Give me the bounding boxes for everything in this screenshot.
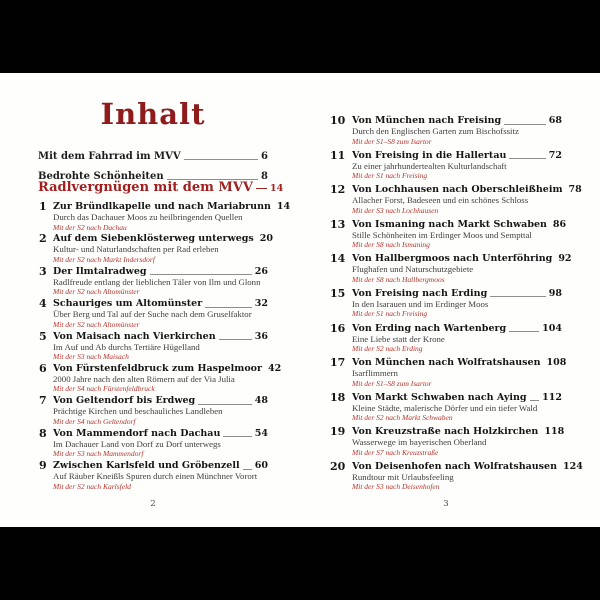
- entry-title: Von Maisach nach Vierkirchen: [53, 330, 216, 342]
- entry-subtitle: Allacher Forst, Badeseen und ein schönes Schloss: [352, 195, 529, 206]
- entry-route: Mit der S4 nach Geltendorf: [53, 416, 136, 426]
- entry-page: 20: [259, 233, 274, 245]
- entry-number: 16: [330, 321, 346, 335]
- entry-title: Von Mammendorf nach Dachau: [53, 427, 221, 439]
- entry-number: 6: [39, 361, 47, 375]
- entry-subtitle: Rundtour mit Urlaubsfeeling: [352, 471, 454, 482]
- entry-title: Zwischen Karlsfeld und Gröbenzell: [53, 460, 240, 472]
- right-page-number: 3: [443, 499, 449, 509]
- entry-page: 92: [558, 253, 572, 265]
- dot-leader: [184, 159, 258, 160]
- entry-title: Von Fürstenfeldbruck zum Haspelmoor: [53, 362, 263, 374]
- entry-page: 32: [254, 298, 268, 310]
- entry-title-row: [53, 428, 268, 439]
- toc-entry: [38, 395, 268, 427]
- entry-page: 86: [552, 218, 567, 230]
- entry-route: Mit der S1 nach Freising: [352, 171, 428, 181]
- entry-number: 1: [39, 200, 47, 213]
- front-item-page: 8: [261, 171, 268, 182]
- toc-entry: [38, 232, 274, 265]
- toc-entry: [330, 425, 565, 461]
- entry-route: Mit der S2 nach Markt Schwaben: [352, 413, 453, 423]
- entry-subtitle: Prächtige Kirchen und beschauliches Landleben: [53, 406, 223, 417]
- entry-number: 20: [330, 459, 346, 473]
- entry-route: Mit der S1 nach Freising: [352, 309, 428, 319]
- entry-title-row: [352, 115, 562, 126]
- entry-subtitle: Zu einer jahrhundertealten Kulturlandschaft: [352, 160, 507, 171]
- entry-number: 13: [330, 217, 346, 231]
- section-page: 14: [270, 183, 284, 194]
- dot-leader: [490, 296, 546, 297]
- toc-entry: [330, 459, 583, 496]
- entry-route: Mit der S4 nach Fürstenfeldbruck: [53, 384, 155, 394]
- entry-title-row: [352, 357, 567, 369]
- toc-entry: [38, 331, 268, 363]
- entry-title: Von Ismaning nach Markt Schwaben: [352, 218, 547, 230]
- entry-route: Mit der S8 nach Hallbergmoos: [352, 274, 445, 284]
- entry-subtitle: Im Auf und Ab durchs Tertiäre Hügelland: [53, 341, 200, 352]
- entry-title-row: [352, 184, 582, 196]
- entry-title-row: [53, 233, 274, 245]
- front-matter-item: [38, 162, 268, 182]
- bottom-letterbox-band: [0, 527, 600, 600]
- entry-title-row: [53, 395, 268, 406]
- dot-leader: [530, 400, 540, 401]
- entry-route: Mit der S2 nach Markt Indersdorf: [53, 254, 155, 264]
- entry-title: Von Hallbergmoos nach Unterföhring: [352, 253, 553, 265]
- left-entries: [38, 200, 291, 493]
- entry-route: Mit der S2 nach Altomünster: [53, 319, 140, 329]
- entry-title: Von Freising in die Hallertau: [352, 149, 507, 161]
- entry-route: Mit der S2 nach Dachau: [53, 222, 127, 232]
- entry-number: 2: [39, 232, 47, 246]
- toc-entry: [330, 183, 582, 219]
- entry-subtitle: Eine Liebe statt der Krone: [352, 333, 445, 344]
- entry-subtitle: Durch das Dachauer Moos zu heilbringenden Quellen: [53, 212, 243, 222]
- entry-page: 78: [568, 184, 582, 196]
- dot-leader: [198, 404, 252, 405]
- left-page: [38, 73, 291, 527]
- entry-route: Mit der S3 nach Maisach: [53, 352, 129, 362]
- entry-title-row: [352, 426, 565, 438]
- entry-subtitle: In den Isarauen und im Erdinger Moos: [352, 298, 489, 309]
- toc-entry: [330, 323, 562, 358]
- entry-page: 42: [268, 362, 282, 374]
- entry-page: 98: [548, 287, 562, 299]
- entry-page: 72: [548, 149, 562, 161]
- entry-page: 26: [254, 265, 268, 277]
- dot-leader: [150, 274, 252, 275]
- entry-number: 17: [330, 356, 346, 370]
- entry-number: 9: [39, 459, 47, 473]
- entry-route: Mit der S8 nach Ismaning: [352, 240, 430, 250]
- entry-title: Von Freising nach Erding: [352, 287, 488, 299]
- entry-title-row: [352, 218, 567, 230]
- entry-title-row: [352, 150, 562, 161]
- entry-title: Von Markt Schwaben nach Aying: [352, 391, 527, 403]
- entry-title-row: [352, 392, 562, 403]
- dot-leader: [509, 331, 539, 332]
- entry-route: Mit der S3 nach Lochhausen: [352, 205, 439, 215]
- entry-number: 3: [39, 264, 47, 278]
- entry-subtitle: Über Berg und Tal auf der Suche nach dem Gruselfaktor: [53, 309, 252, 320]
- entry-subtitle: Kleine Städte, malerische Dörfer und ein tiefer Wald: [352, 402, 538, 413]
- right-page: [330, 73, 583, 527]
- entry-subtitle: Auf Räuber Kneißls Spuren durch einen Münchner Vorort: [53, 471, 258, 482]
- section-heading: [38, 180, 284, 195]
- entry-route: Mit der S3 nach Deisenhofen: [352, 482, 440, 492]
- entry-title: Von Kreuzstraße nach Holzkirchen: [352, 426, 539, 438]
- entry-title: Von Geltendorf bis Erdweg: [53, 395, 196, 407]
- entry-number: 14: [330, 252, 346, 266]
- toc-entry: [330, 288, 562, 323]
- entry-title: Von München nach Wolfratshausen: [352, 357, 541, 369]
- dot-leader: [509, 158, 545, 159]
- entry-title-row: [352, 288, 562, 299]
- entry-page: 124: [562, 460, 583, 472]
- entry-subtitle: Kultur- und Naturlandschaften per Rad erleben: [53, 244, 219, 255]
- entry-page: 14: [276, 201, 291, 212]
- entry-number: 10: [330, 114, 346, 127]
- entry-route: Mit der S2 nach Altomünster: [53, 287, 140, 297]
- entry-title-row: [352, 323, 562, 334]
- front-matter-list: [38, 142, 268, 182]
- entry-page: 104: [542, 322, 562, 334]
- entry-number: 15: [330, 286, 346, 300]
- entry-page: 108: [546, 357, 567, 369]
- entry-title: Von Erding nach Wartenberg: [352, 322, 507, 334]
- left-page-number: 2: [150, 499, 156, 509]
- entry-subtitle: Im Dachauer Land von Dorf zu Dorf unterwegs: [53, 438, 221, 449]
- entry-title-row: [53, 201, 291, 212]
- entry-route: Mit der S2 nach Karlsfeld: [53, 481, 131, 491]
- toc-entry: [38, 460, 268, 492]
- toc-entry: [330, 356, 567, 392]
- entry-title: Von München nach Freising: [352, 115, 502, 126]
- entry-number: 19: [330, 425, 346, 439]
- entry-subtitle: Isarflimmern: [352, 368, 398, 379]
- entry-page: 118: [544, 426, 565, 438]
- entry-title: Der Ilmtalradweg: [53, 265, 147, 277]
- entry-subtitle: Wasserwege im bayerischen Oberland: [352, 437, 487, 448]
- dot-leader: [243, 469, 252, 470]
- front-matter-item: [38, 142, 268, 162]
- entry-subtitle: Durch den Englischen Garten zum Bischofssitz: [352, 126, 519, 136]
- entry-number: 8: [39, 426, 47, 440]
- entry-subtitle: 2000 Jahre nach den alten Römern auf der Via Julia: [53, 373, 235, 384]
- toc-entry: [38, 266, 268, 298]
- entry-page: 54: [254, 427, 268, 439]
- entry-number: 5: [39, 329, 47, 343]
- entry-number: 4: [39, 297, 47, 311]
- entry-number: 12: [330, 183, 346, 197]
- toc-entry: [330, 392, 562, 427]
- entry-title-row: [352, 460, 583, 472]
- dot-leader: [256, 187, 267, 189]
- entry-subtitle: Stille Schönheiten im Erdinger Moos und Sempttal: [352, 229, 532, 240]
- toc-entry: [38, 200, 291, 233]
- entry-route: Mit der S2 nach Erding: [352, 344, 423, 354]
- front-item-page: 6: [261, 151, 268, 162]
- entry-page: 112: [542, 391, 562, 403]
- entry-number: 18: [330, 390, 346, 404]
- entry-subtitle: Flughafen und Naturschutzgebiete: [352, 264, 474, 275]
- entry-number: 11: [330, 148, 346, 162]
- entry-route: Mit der S1–S8 zum Isartor: [352, 136, 432, 146]
- entry-title-row: [352, 253, 572, 265]
- entry-title: Von Deisenhofen nach Wolfratshausen: [352, 460, 557, 472]
- entry-route: Mit der S1–S8 zum Isartor: [352, 378, 432, 388]
- entry-route: Mit der S7 nach Kreuzstraße: [352, 447, 439, 457]
- toc-entry: [38, 361, 282, 395]
- entry-title-row: [53, 331, 268, 342]
- entry-title-row: [53, 298, 268, 309]
- entry-title-row: [53, 460, 268, 471]
- entry-subtitle: Radlfreude entlang der lieblichen Täler von Ilm und Glonn: [53, 276, 261, 287]
- entry-title: Zur Bründlkapelle und nach Mariabrunn: [53, 201, 271, 212]
- book-spread: [0, 73, 600, 527]
- toc-title: Inhalt: [100, 97, 206, 131]
- entry-page: 60: [254, 460, 268, 472]
- entry-title: Von Lochhausen nach Oberschleißheim: [352, 184, 563, 196]
- entry-title-row: [53, 266, 268, 277]
- entry-title: Auf dem Siebenklösterweg unterwegs: [53, 233, 254, 245]
- dot-leader: [223, 436, 251, 437]
- entry-title-row: [53, 362, 282, 374]
- front-item-label: Bedrohte Schönheiten: [38, 171, 164, 182]
- entry-page: 36: [254, 330, 268, 342]
- entry-route: Mit der S3 nach Mammendorf: [53, 449, 144, 459]
- entry-page: 48: [254, 395, 268, 407]
- front-item-label: Mit dem Fahrrad im MVV: [38, 151, 181, 162]
- section-title: Radlvergnügen mit dem MVV: [38, 180, 253, 195]
- entry-page: 68: [548, 115, 562, 126]
- toc-entry: [330, 252, 572, 288]
- top-letterbox-band: [0, 0, 600, 73]
- toc-entry: [330, 115, 562, 150]
- entry-number: 7: [39, 394, 47, 408]
- dot-leader: [219, 339, 252, 340]
- toc-entry: [330, 217, 567, 254]
- dot-leader: [205, 307, 252, 308]
- toc-entry: [330, 150, 562, 185]
- toc-entry: [38, 298, 268, 330]
- entry-title: Schauriges um Altomünster: [53, 298, 203, 310]
- dot-leader: [504, 124, 546, 125]
- toc-entry: [38, 428, 268, 460]
- right-entries: [330, 114, 583, 496]
